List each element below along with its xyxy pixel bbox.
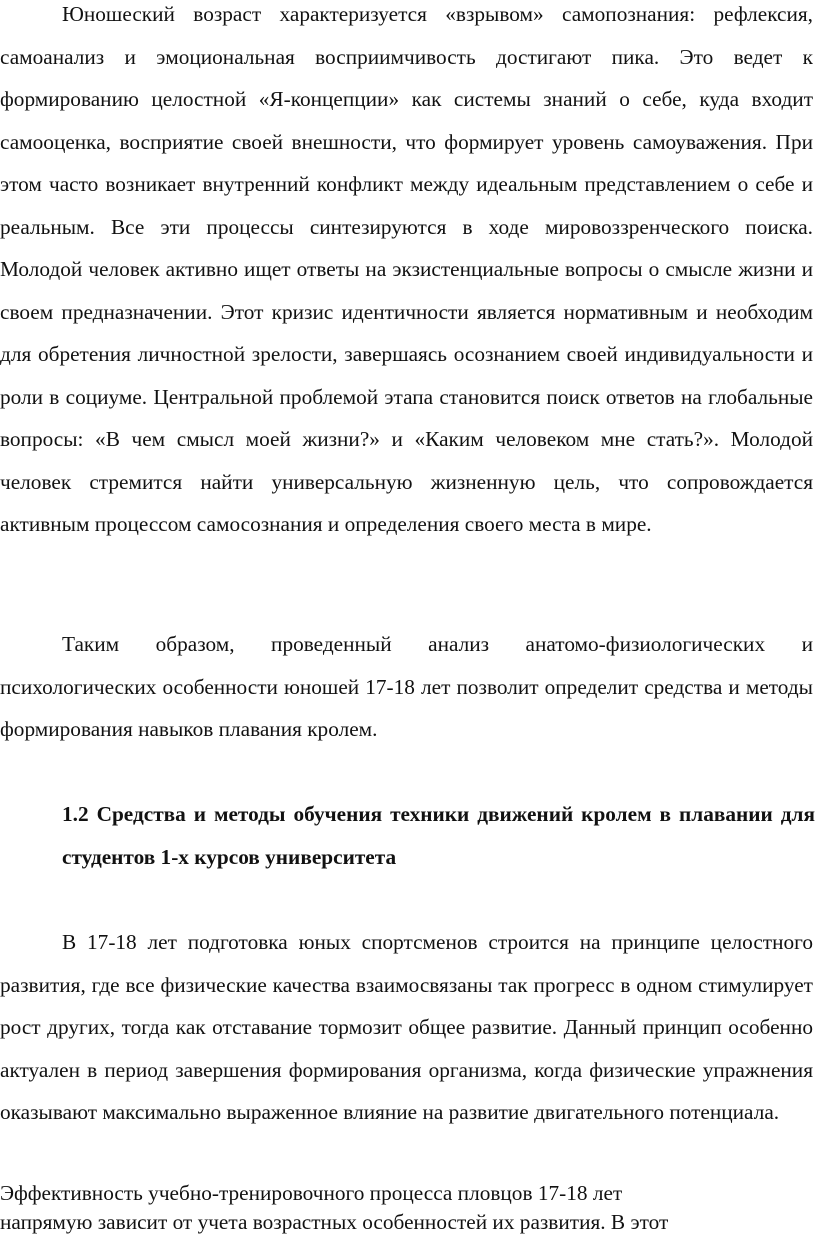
paragraph-effectiveness-line-1: Эффективность учебно-тренировочного процесса пловцов 17-18 лет	[0, 1181, 623, 1205]
paragraph-training-principle: В 17-18 лет подготовка юных спортсменов строится на принципе целостного развития, где все физические качества взаимосвязаны так прогресс в одном стимулирует рост других, тогда как отставание тормозит общее развитие. Данный принцип особенно актуален в период завершения формирования организма, когда физические упражнения оказывают максимально выраженное влияние на развитие двигательного потенциала.	[0, 930, 813, 1124]
paragraph-effectiveness-line-2: напрямую зависит от учета возрастных особенностей их развития. В этот	[0, 1210, 669, 1234]
section-heading: 1.2 Средства и методы обучения техники движений кролем в плавании для студентов 1-х курсов университета	[62, 802, 815, 869]
paragraph-conclusion: Таким образом, проведенный анализ анатомо-физиологических и психологических особенности юношей 17-18 лет позволит определит средства и методы формирования навыков плавания кролем.	[0, 632, 813, 741]
paragraph-adolescence: Юношеский возраст характеризуется «взрывом» самопознания: рефлексия, самоанализ и эмоциональная восприимчивость достигают пика. Это ведет к формированию целостной «Я-концепции» как системы знаний о себе, куда входит самооценка, восприятие своей внешности, что формирует уровень самоуважения. При этом часто возникает внутренний конфликт между идеальным представлением о себе и реальным. Все эти процессы синтезируются в ходе мировоззренческого поиска. Молодой человек активно ищет ответы на экзистенциальные вопросы о смысле жизни и своем предназначении. Этот кризис идентичности является нормативным и необходим для обретения личностной зрелости, завершаясь осознанием своей индивидуальности и роли в социуме. Центральной проблемой этапа становится поиск ответов на глобальные вопросы: «В чем смысл моей жизни?» и «Каким человеком мне стать?». Молодой человек стремится найти универсальную жизненную цель, что сопровождается активным процессом самосознания и определения своего места в мире.	[0, 2, 813, 536]
